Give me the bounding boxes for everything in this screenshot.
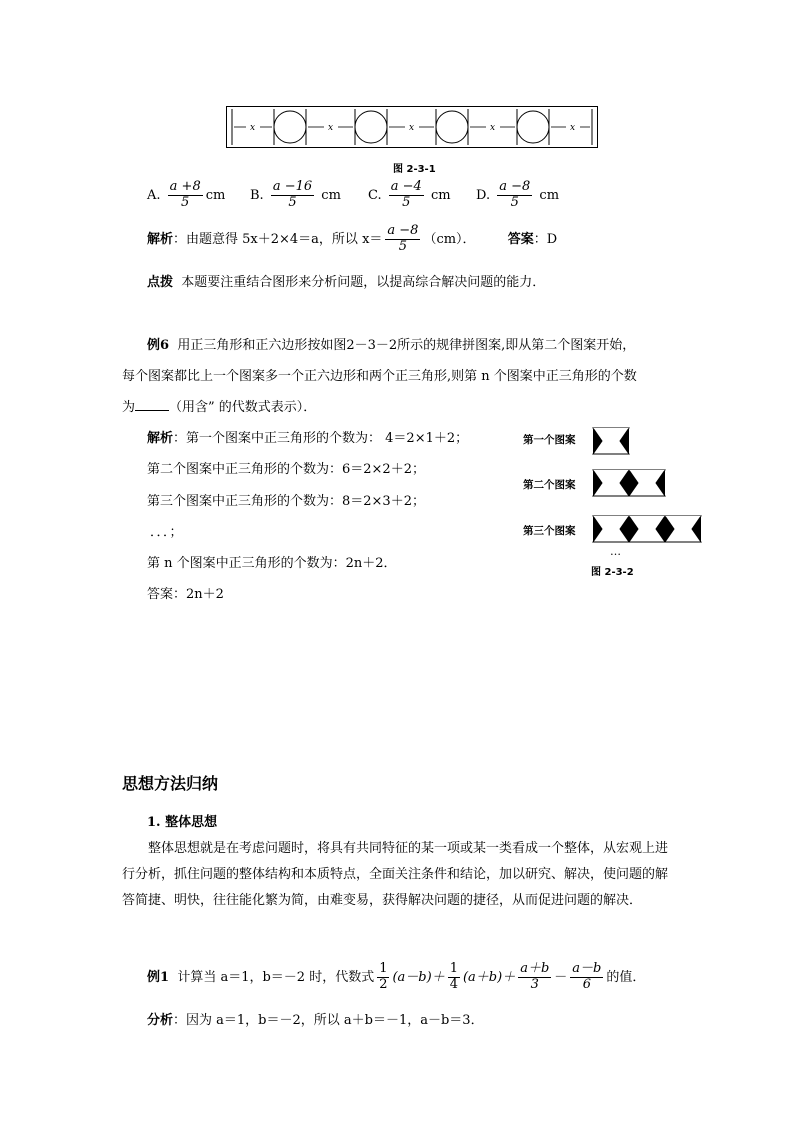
section-paragraph: 整体思想就是在考虑问题时，将具有共同特征的某一项或某一类看成一个整体，从宏观上进行分析，抓住问题的整体结构和本质特点，全面关注条件和结论，加以研究、解决，使问题的解答简捷、明快，往往能化繁为简，由难变易，获得解决问题的捷径，从而促进问题的解决． — [122, 841, 669, 908]
ex1-line: 例1 计算当 a＝1，b＝－2 时，代数式 $\frac{1}{2}$ (a－b)＋ $\frac{1}{4}$ (a＋b)＋ $\frac{a+b}{3}$ － $\frac{a-b}{6}$ 的值． — [147, 961, 646, 992]
gap-label-5: x — [570, 123, 576, 133]
section-title: 思想方法归纳 — [122, 774, 219, 793]
subsection-title: 1. 整体思想 — [147, 815, 218, 830]
ex6-line1: 例6 用正三角形和正六边形按如图2－3－2所示的规律拼图案,即从第二个图案开始， — [147, 338, 636, 353]
ex6-line2: 每个图案都比上一个图案多一个正六边形和两个正三角形,则第 n 个图案中正三角形的个数 — [122, 369, 637, 384]
figure-caption-2-3-1: 图 2-3-1 — [393, 164, 436, 175]
answer-blank — [135, 398, 169, 411]
gap-label-1: x — [250, 123, 256, 133]
q5-tip: 点拨 本题要注重结合图形来分析问题，以提高综合解决问题的能力． — [147, 275, 546, 290]
ex1-analysis: 分析：因为 a＝1，b＝－2，所以 a＋b＝－1，a－b＝3． — [147, 1013, 484, 1028]
option-b: B. $\frac{a -16}{5}$ cm — [250, 179, 341, 210]
ex6-sol5: 第 n 个图案中正三角形的个数为：2n＋2． — [147, 556, 397, 571]
pattern-figure — [589, 424, 705, 546]
ex6-sol1: 解析：第一个图案中正三角形的个数为： 4＝2×1＋2； — [147, 431, 469, 446]
option-c: C. $\frac{a -4}{5}$ cm — [368, 179, 451, 210]
pattern-ellipsis: … — [610, 545, 621, 558]
pattern-label-3: 第三个图案 — [523, 525, 576, 537]
ex6-sol2: 第二个图案中正三角形的个数为：6＝2×2＋2； — [147, 462, 425, 477]
option-a: A. $\frac{a +8}{5}$ cm — [147, 179, 226, 210]
q5-analysis: 解析：由题意得 5x＋2×4＝a，所以 x＝ $\frac{a -8}{5}$ （cm）． 答案：D — [147, 223, 558, 254]
figure-caption-2-3-2: 图 2-3-2 — [591, 567, 634, 578]
gap-label-2: x — [328, 123, 334, 133]
ex6-line3: 为 （用含” 的代数式表示）． — [122, 400, 317, 415]
pattern-label-2: 第二个图案 — [523, 479, 576, 491]
ex6-sol4: ．．．； — [150, 525, 183, 540]
gap-label-4: x — [490, 123, 496, 133]
pattern-label-1: 第一个图案 — [523, 434, 576, 446]
ex6-sol3: 第三个图案中正三角形的个数为：8＝2×3＋2； — [147, 494, 425, 509]
strip-diagram — [226, 106, 598, 148]
ex6-answer: 答案：2n＋2 — [147, 587, 224, 602]
option-d: D. $\frac{a -8}{5}$ cm — [476, 179, 560, 210]
figure-2-3-1 — [226, 106, 598, 148]
gap-label-3: x — [409, 123, 415, 133]
